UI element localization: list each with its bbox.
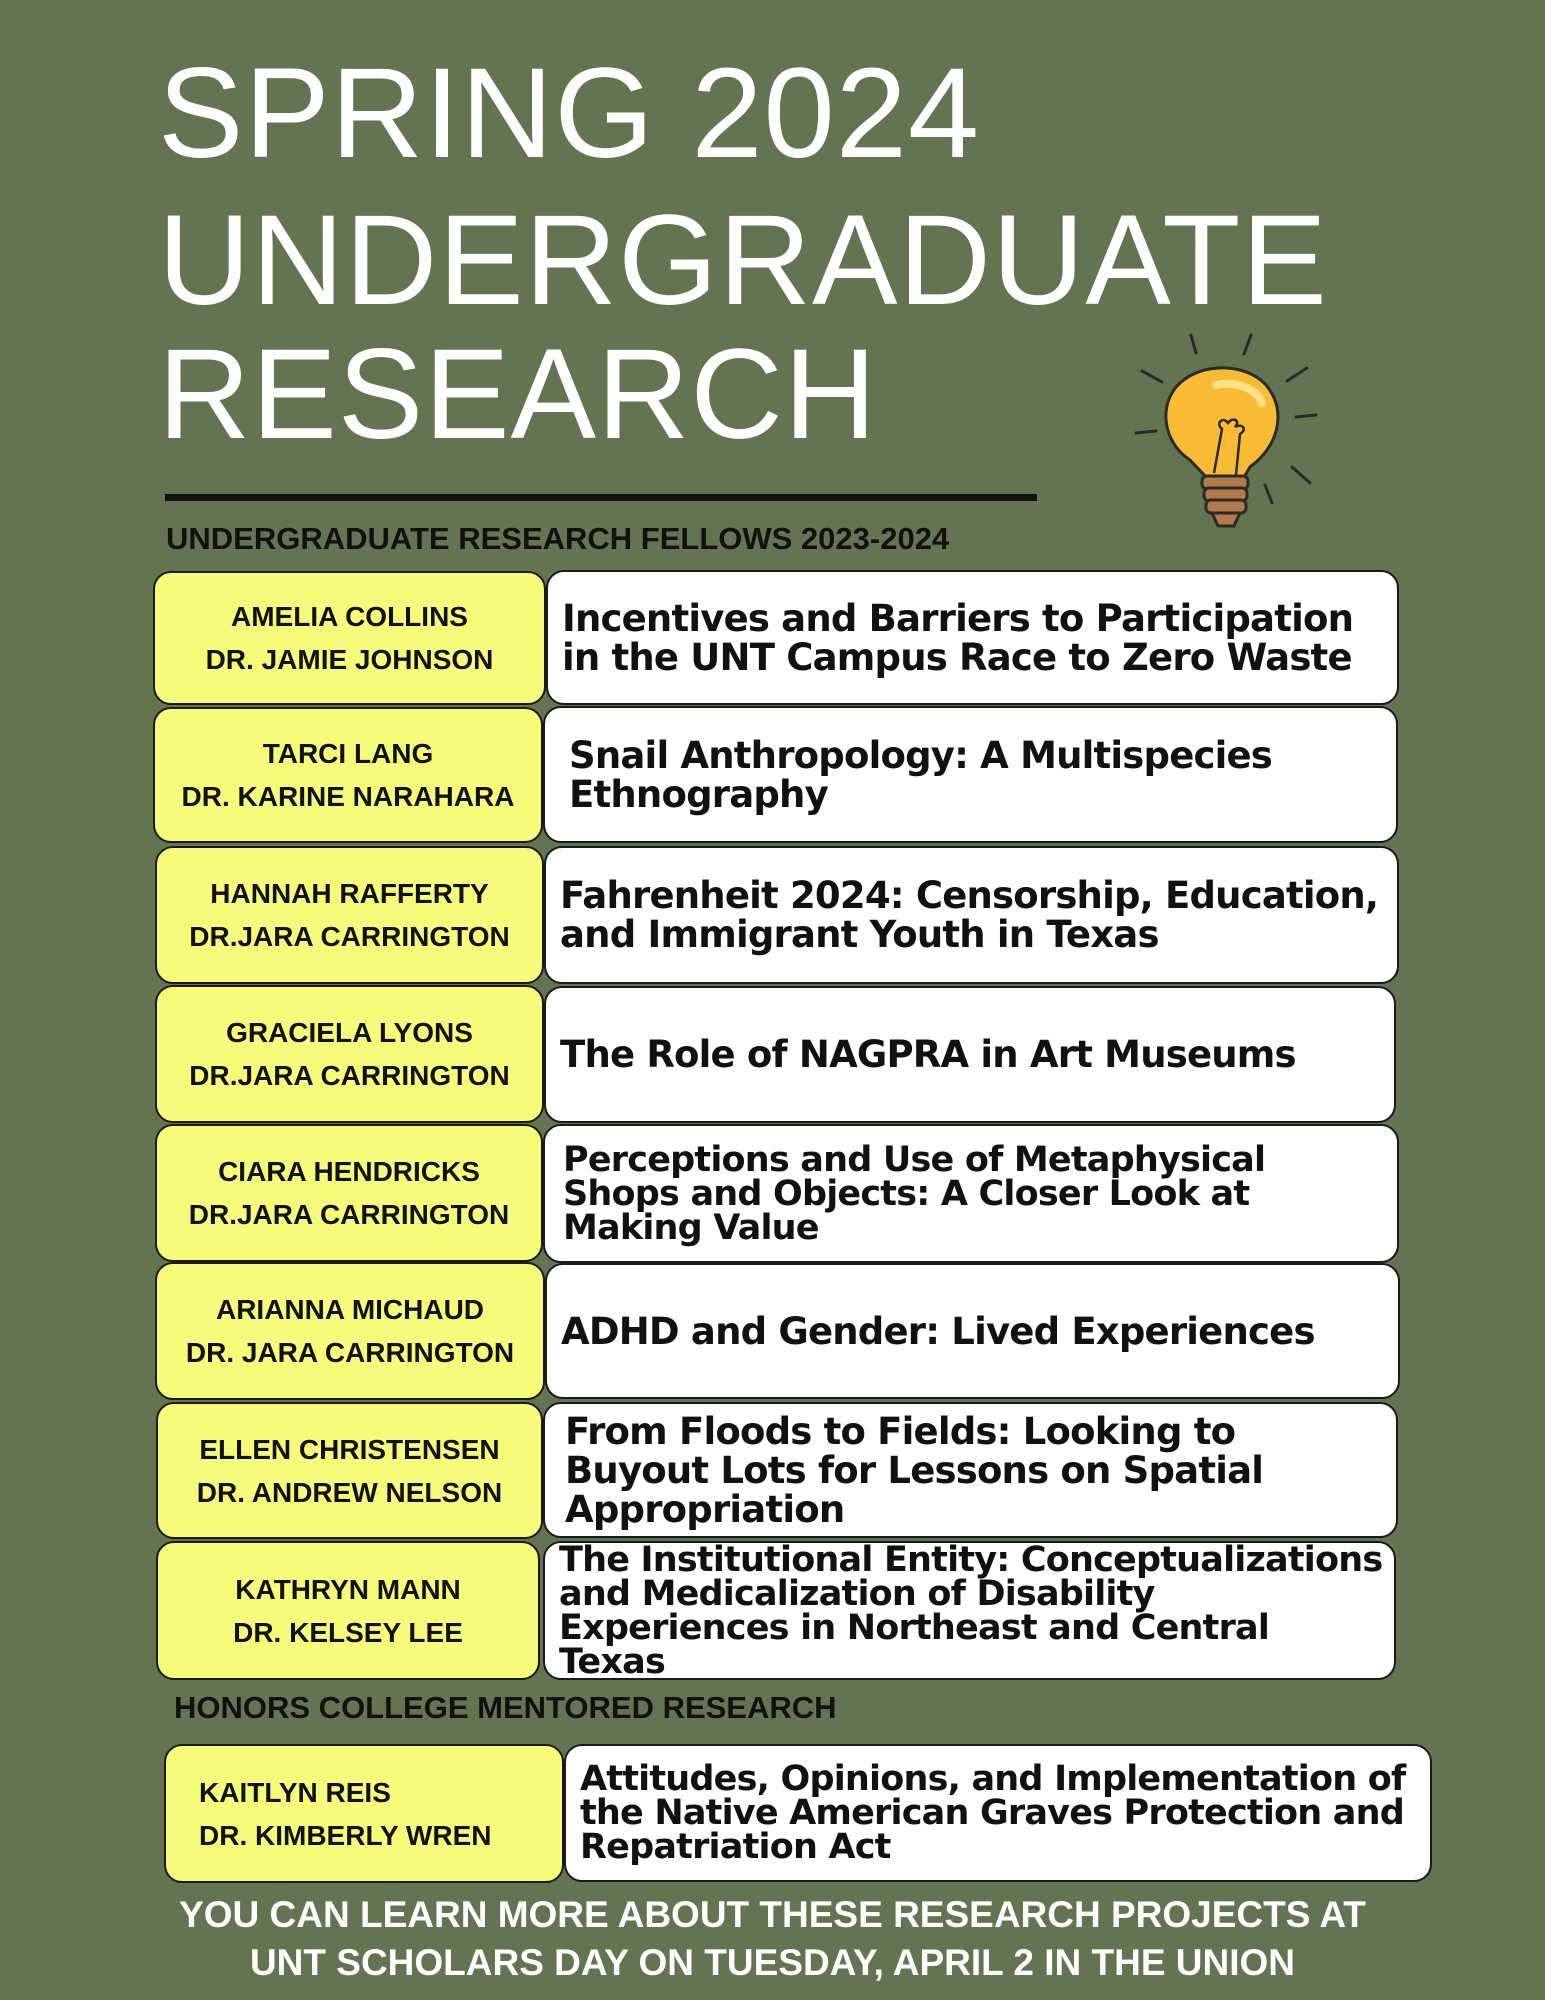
project-title-box: [545, 1263, 1400, 1399]
student-name: AMELIA COLLINS: [231, 601, 468, 632]
project-title: Incentives and Barriers to Participation in the UNT Campus Race to Zero Waste: [562, 596, 1354, 679]
project-title: Snail Anthropology: A Multispecies Ethnography: [569, 733, 1273, 816]
mentor-name: DR. KIMBERLY WREN: [199, 1819, 492, 1851]
project-title-box: [544, 846, 1399, 984]
footer-line-2: UNT SCHOLARS DAY ON TUESDAY, APRIL 2 IN THE UNION: [249, 1942, 1296, 1983]
footer-note: [0, 1891, 1545, 1987]
mentor-name: DR.JARA CARRINGTON: [188, 1199, 510, 1230]
project-title: From Floods to Fields: Looking to Buyout Lots for Lessons on Spatial Appropriation: [565, 1409, 1264, 1531]
project-title: Fahrenheit 2024: Censorship, Education, and Immigrant Youth in Texas: [560, 874, 1379, 956]
mentor-name: DR. ANDREW NELSON: [196, 1476, 503, 1508]
title-line-1: SPRING 2024: [158, 42, 981, 185]
project-title-box: [546, 570, 1399, 705]
student-name: CIARA HENDRICKS: [218, 1156, 480, 1187]
project-title: The Role of NAGPRA in Art Museums: [560, 1033, 1296, 1076]
mentor-name: DR.JARA CARRINGTON: [189, 1060, 510, 1091]
student-mentor-box: [156, 1541, 540, 1680]
project-title: Perceptions and Use of Metaphysical Shops and Objects: A Closer Look at Making Value: [563, 1139, 1266, 1248]
student-name: TARCI LANG: [262, 738, 434, 769]
student-mentor-box: [153, 707, 543, 843]
student-name: KAITLYN REIS: [199, 1776, 391, 1808]
project-title: ADHD and Gender: Lived Experiences: [561, 1309, 1315, 1353]
project-title: The Institutional Entity: Conceptualizations and Medicalization of Disability Experiences in Northeast and Central Texas: [559, 1539, 1383, 1682]
title-line-2: UNDERGRADUATE: [158, 189, 1328, 332]
student-mentor-box: [156, 1402, 543, 1539]
student-name: KATHRYN MANN: [235, 1573, 461, 1605]
project-title-box: [543, 1402, 1398, 1538]
student-name: GRACIELA LYONS: [226, 1017, 473, 1048]
student-mentor-box: [153, 571, 546, 705]
footer-line-1: YOU CAN LEARN MORE ABOUT THESE RESEARCH PROJECTS AT: [179, 1894, 1366, 1935]
student-mentor-box: [164, 1744, 564, 1883]
mentor-name: DR.JARA CARRINGTON: [189, 921, 510, 952]
student-mentor-box: [155, 846, 544, 984]
student-mentor-box: [155, 1124, 543, 1262]
header-divider: [165, 494, 1037, 501]
mentor-name: DR. KELSEY LEE: [233, 1616, 463, 1648]
honors-heading: HONORS COLLEGE MENTORED RESEARCH: [174, 1690, 837, 1725]
project-title-box: [543, 1541, 1396, 1680]
mentor-name: DR. JARA CARRINGTON: [185, 1337, 515, 1368]
project-title-box: [543, 1124, 1399, 1263]
title-line-3: RESEARCH: [158, 323, 878, 466]
project-title-box: [543, 706, 1398, 843]
student-mentor-box: [155, 985, 544, 1123]
student-mentor-box: [155, 1262, 545, 1400]
student-name: HANNAH RAFFERTY: [210, 878, 489, 909]
lightbulb-icon: [1130, 325, 1340, 545]
student-name: ELLEN CHRISTENSEN: [199, 1433, 500, 1465]
mentor-name: DR. KARINE NARAHARA: [181, 781, 515, 812]
fellows-heading: UNDERGRADUATE RESEARCH FELLOWS 2023-2024: [166, 521, 950, 556]
student-name: ARIANNA MICHAUD: [215, 1294, 485, 1325]
mentor-name: DR. JAMIE JOHNSON: [205, 644, 494, 675]
project-title-box: [564, 1744, 1432, 1882]
project-title-box: [544, 986, 1396, 1123]
project-title: Attitudes, Opinions, and Implementation of the Native American Graves Protection and Repatriation Act: [580, 1759, 1406, 1867]
